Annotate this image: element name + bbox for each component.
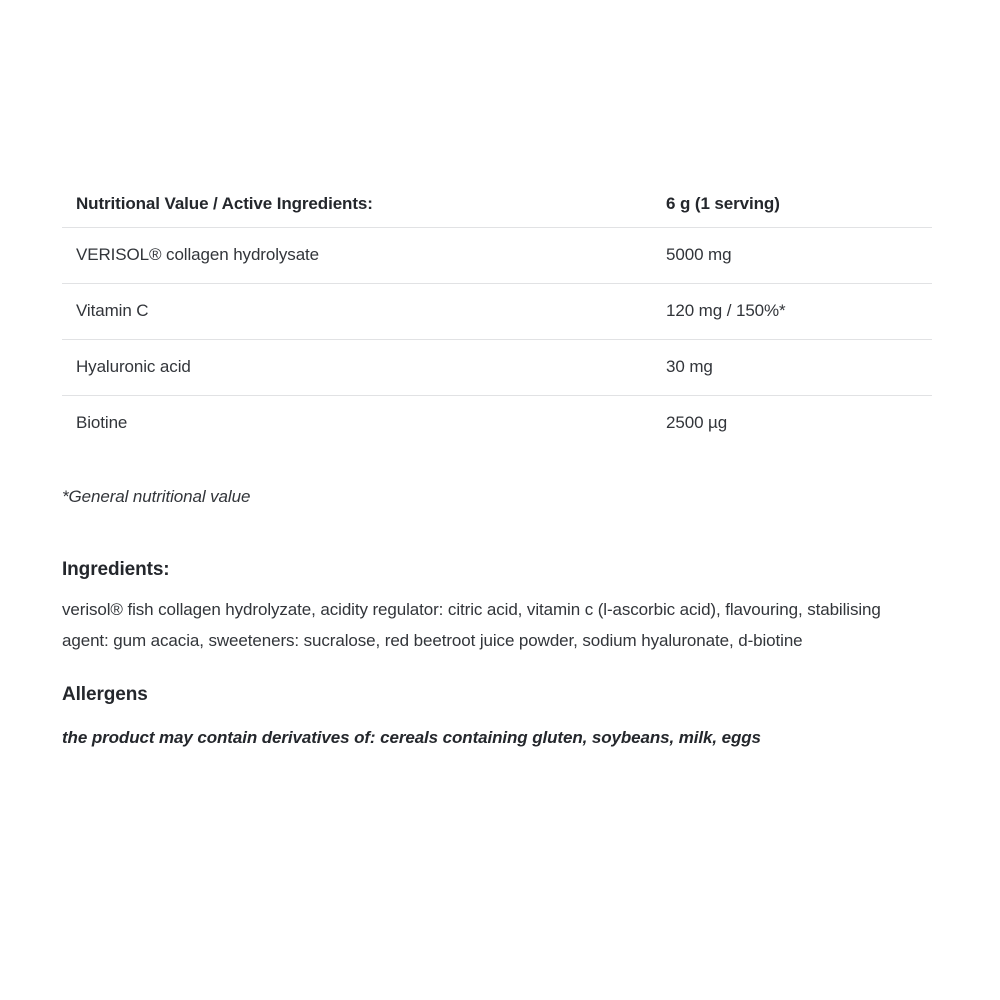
table-row [62, 284, 932, 340]
ingredient-name: Biotine [76, 413, 128, 432]
ingredient-name: VERISOL® collagen hydrolysate [62, 228, 652, 284]
nutrition-content [62, 188, 932, 750]
table-header-label: Nutritional Value / Active Ingredients: [62, 188, 652, 228]
allergens-text: the product may contain derivatives of: cereals containing gluten, soybeans, milk, eggs [62, 728, 761, 747]
table-body [62, 228, 932, 452]
table-header-row [62, 188, 932, 228]
ingredient-amount: 2500 µg [666, 413, 728, 432]
ingredient-amount: 30 mg [652, 340, 932, 396]
general-value-footnote: *General nutritional value [62, 487, 251, 506]
table-row [62, 228, 932, 284]
nutrition-table [62, 188, 932, 451]
ingredient-amount: 5000 mg [652, 228, 932, 284]
table-row [62, 396, 932, 452]
ingredient-name: Hyaluronic acid [62, 340, 652, 396]
ingredient-name: Vitamin C [62, 284, 652, 340]
allergens-heading: Allergens [62, 684, 148, 705]
table-row [62, 340, 932, 396]
ingredients-text: verisol® fish collagen hydrolyzate, acidity regulator: citric acid, vitamin c (l-ascorbic acid), flavouring, stabilising agent: gum acacia, sweeteners: sucralose, red beetroot juice powder, sodium hyaluronate, d-biotine [62, 600, 881, 650]
ingredients-heading: Ingredients: [62, 559, 170, 580]
table-header-serving: 6 g (1 serving) [652, 188, 932, 228]
ingredient-amount: 120 mg / 150%* [652, 284, 932, 340]
